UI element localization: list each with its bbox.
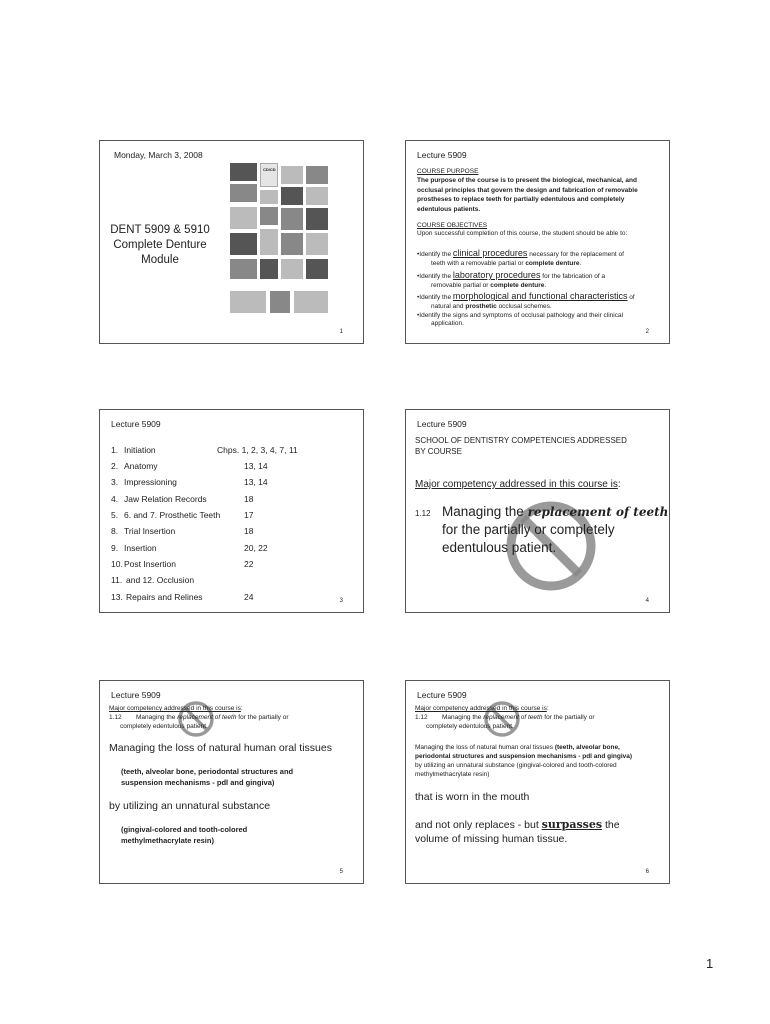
slide-header: Lecture 5909 [417,419,467,429]
photo [281,166,303,184]
slide-header: Lecture 5909 [417,690,467,700]
objective-2: •Identify the laboratory procedures for the fabrication of a [417,270,606,280]
objective-1: •Identify the clinical procedures necessary for the replacement of [417,248,624,258]
objective-3-cont: natural and prosthetic occlusal schemes. [431,303,552,310]
photo [281,259,303,279]
photo [260,207,278,225]
photo [306,166,328,184]
objective-4-cont: application. [431,320,464,327]
slide-6 [405,680,670,884]
photo [230,233,257,255]
slide-date: Monday, March 3, 2008 [114,150,203,160]
slide-1 [99,140,364,344]
statement-detail: (teeth, alveolar bone, periodontal structures and suspension mechanisms - pdl and gingiva) [121,767,294,787]
heading-line: SCHOOL OF DENTISTRY COMPETENCIES ADDRESSED [415,436,627,445]
statement-line: by utilizing an unnatural substance [109,800,271,812]
objective-3: •Identify the morphological and functional characteristics of [417,291,635,301]
photo [230,291,266,313]
slide-4 [405,409,670,613]
slide-title [100,223,220,268]
photo [281,233,303,255]
slide-number: 3 [339,598,343,604]
statement-line: that is worn in the mouth [415,791,530,803]
photo [230,184,257,202]
objective-2-cont: removable partial or complete denture. [431,282,547,289]
photo [260,190,278,204]
slide-number: 6 [645,869,649,875]
title-line-1: DENT 5909 & 5910 [110,224,210,236]
major-competency: Major competency addressed in this course is: [415,705,549,712]
page-number: 1 [706,956,714,971]
textbook-title: CD/CD [263,167,276,172]
statement-line: Managing the loss of natural human oral tissues [109,742,332,754]
slide-3: Lecture 5909 1. Initiation Chps. 1, 2, 3, 4, 7, 11 2. Anatomy 13, 14 3. Impressioning 13, 14 4. Jaw Relation Records 18 5. 6. and 7. Prosthetic Teeth 17 8. Trial Insertion 18 9. Insertion 20, 22 10. Post Insertion 22 11. and 12. Occlusion 13. Repairs and Relines 24 3 [99,409,364,613]
photo [260,259,278,279]
slide-number: 4 [645,598,649,604]
photo [306,187,328,205]
slide-2 [405,140,670,344]
competency-text: Managing the replacement of teeth for the partially or completely edentulous patient. [442,504,669,555]
photo [306,259,328,279]
photo [281,208,303,230]
title-line-3: Module [141,254,179,266]
competency-line: completely edentulous patient. [426,723,514,730]
slide-5 [99,680,364,884]
competency-number: 1.12 [415,509,431,518]
course-purpose-text: The purpose of the course is to present the biological, mechanical, and occlusal principles that govern the design and fabrication of removable prostheses to replace teeth for partially edentulous and completely edentulous patients. [417,177,638,213]
statement-detail: (gingival-colored and tooth-colored methylmethacrylate resin) [121,825,248,845]
major-competency: Major competency addressed in this course is: [109,705,243,712]
school-competencies-heading [415,435,627,457]
major-competency: Major competency addressed in this course is: [415,479,621,490]
objective-4: •Identify the signs and symptoms of occlusal pathology and their clinical [417,312,624,319]
course-purpose-heading: COURSE PURPOSE [417,168,479,175]
slide-number: 5 [339,869,343,875]
objective-1-cont: teeth with a removable partial or complete denture. [431,260,582,267]
statement-line: and not only replaces - but surpasses the volume of missing human tissue. [415,818,620,845]
photo [230,163,257,181]
photo [294,291,328,313]
photo [230,207,257,229]
course-objectives-heading: COURSE OBJECTIVES [417,222,488,229]
photo [270,291,290,313]
photo [260,229,278,255]
title-line-2: Complete Denture [113,239,207,251]
competency-line: Managing the replacement of teeth for the partially or [136,714,289,721]
statement-detail: Managing the loss of natural human oral tissues (teeth, alveolar bone, periodontal structures and suspension mechanisms - pdl and gingiva) by utilizing an unnatural substance (gingival-colored and tooth-colored methylmethacrylate resin) [415,744,633,778]
slide-number: 2 [645,329,649,335]
photo [230,259,257,279]
photo-collage [230,163,330,333]
competency-number: 1.12 [415,714,428,721]
photo [306,208,328,230]
slide-header: Lecture 5909 [111,419,161,429]
objectives-intro: Upon successful completion of this course, the student should be able to: [417,230,628,237]
photo [306,233,328,255]
slide-header: Lecture 5909 [111,690,161,700]
competency-number: 1.12 [109,714,122,721]
photo [281,187,303,205]
slide-number: 1 [339,329,343,335]
competency-line: completely edentulous patient. [120,723,208,730]
heading-line: BY COURSE [415,447,462,456]
slide-header: Lecture 5909 [417,150,467,160]
competency-line: Managing the replacement of teeth for the partially or [442,714,595,721]
